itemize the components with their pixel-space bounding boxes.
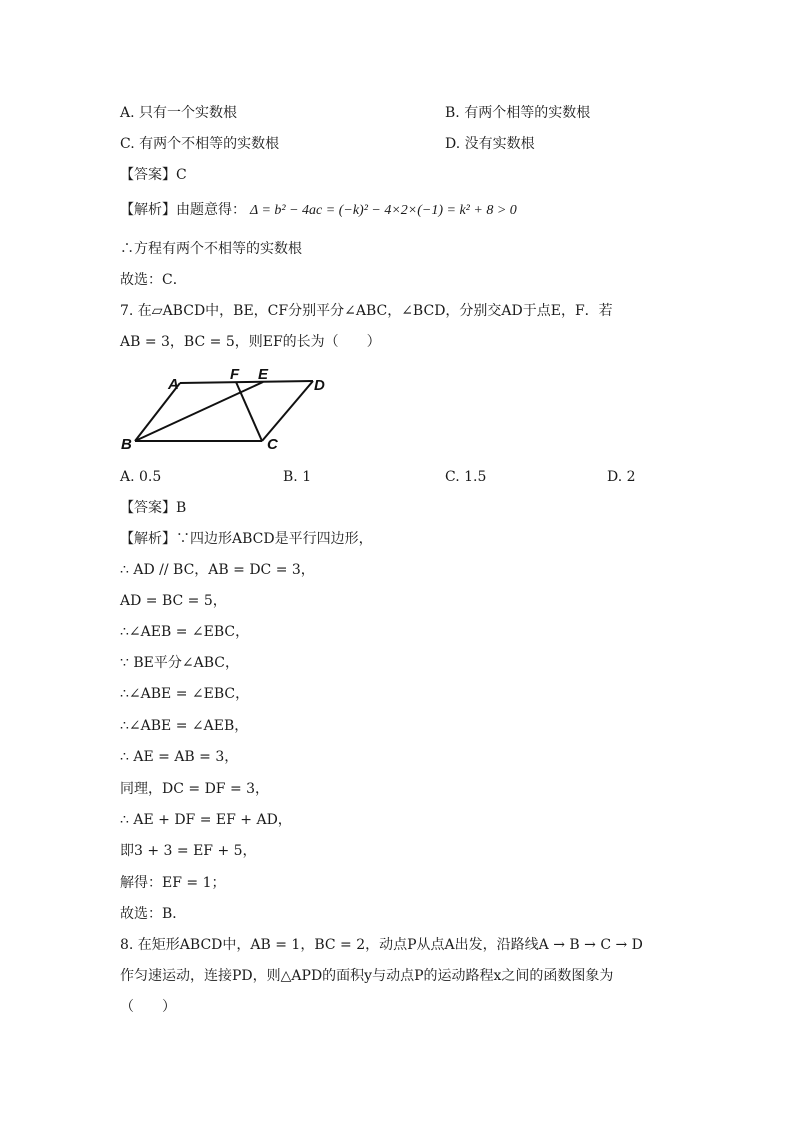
q6-analysis [120, 201, 517, 220]
label-e: E [258, 366, 269, 383]
q6-discriminant-formula: Δ = b² − 4ac = (−k)² − 4×2×(−1) = k² + 8 > 0 [250, 203, 517, 218]
q6-choose: 故选：C． [120, 272, 187, 288]
q7-option-a: A. 0.5 [120, 469, 162, 485]
q7-step: ∵ BE平分∠ABC， [120, 655, 239, 671]
q7-step: 故选：B． [120, 906, 187, 922]
q7-option-b: B. 1 [283, 469, 312, 485]
q7-step: ∴∠ABE = ∠EBC， [120, 686, 250, 702]
q7-step: 解得：EF = 1； [120, 875, 226, 891]
label-f: F [230, 366, 240, 383]
q7-parallelogram-figure [118, 365, 338, 453]
q7-step: ∴∠ABE = ∠AEB， [120, 718, 249, 734]
q6-answer: 【答案】C [120, 167, 187, 183]
q7-step: 即3 + 3 = EF + 5， [120, 843, 257, 859]
q7-option-d: D. 2 [607, 469, 636, 485]
q7-stem-line1: 7. 在▱ABCD中，BE，CF分别平分∠ABC，∠BCD，分别交AD于点E，F．若 [120, 303, 613, 319]
q6-option-c: C. 有两个不相等的实数根 [120, 136, 280, 152]
q6-option-b: B. 有两个相等的实数根 [445, 105, 591, 121]
label-a: A [168, 376, 179, 393]
q7-step: ∴ AE + DF = EF + AD， [120, 812, 292, 828]
q6-conclusion: ∴方程有两个不相等的实数根 [120, 241, 302, 257]
q7-answer: 【答案】B [120, 500, 187, 516]
q8-stem-line3: （ ） [120, 999, 176, 1015]
label-c: C [267, 436, 278, 453]
q7-step: 同理，DC = DF = 3， [120, 781, 270, 797]
q6-analysis-label: 【解析】由题意得： [120, 202, 246, 218]
q6-option-d: D. 没有实数根 [445, 136, 535, 152]
segment-be [135, 382, 263, 441]
segment-cf [236, 382, 262, 441]
q7-step: ∴ AD // BC，AB = DC = 3， [120, 562, 315, 578]
q7-step: 【解析】∵四边形ABCD是平行四边形， [120, 531, 373, 547]
q6-option-a: A. 只有一个实数根 [120, 105, 238, 121]
q8-stem-line1: 8. 在矩形ABCD中，AB = 1，BC = 2，动点P从点A出发，沿路线A → B → C → D [120, 937, 643, 953]
q7-step: AD = BC = 5， [120, 593, 227, 609]
label-d: D [314, 377, 325, 394]
side-ad [180, 381, 313, 383]
q7-step: ∴∠AEB = ∠EBC， [120, 624, 250, 640]
q8-stem-line2: 作匀速运动，连接PD，则△APD的面积y与动点P的运动路程x之间的函数图象为 [120, 968, 614, 984]
label-b: B [121, 436, 132, 453]
q7-step: ∴ AE = AB = 3， [120, 749, 239, 765]
q7-option-c: C. 1.5 [445, 469, 487, 485]
q7-stem-line2: AB = 3，BC = 5，则EF的长为（ ） [120, 334, 381, 350]
side-dc [262, 381, 313, 441]
